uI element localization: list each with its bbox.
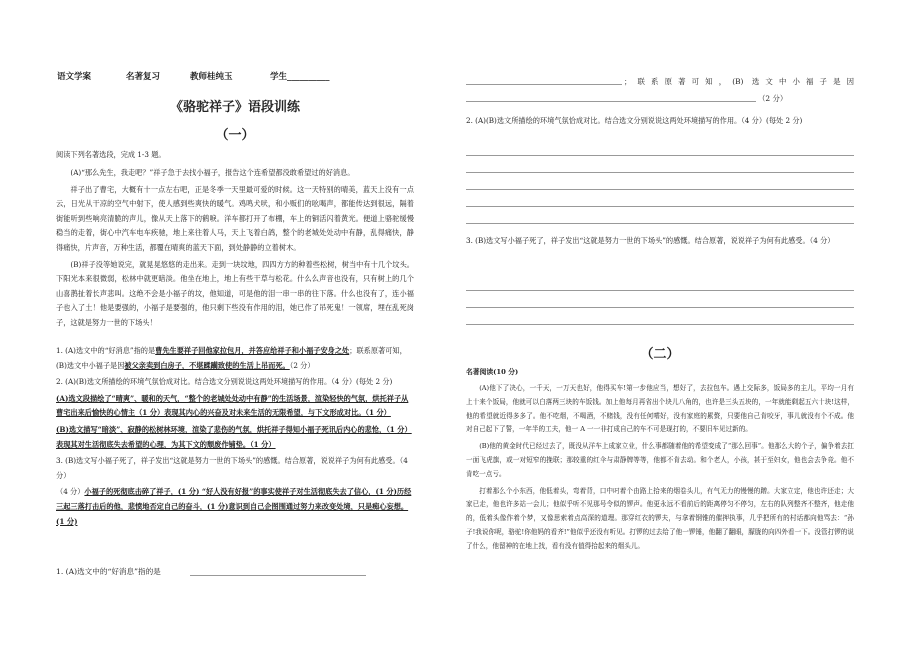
- q1-mid: ；联系原著可知，(B)选文中小福子是因: [56, 346, 407, 370]
- passage-a-body: 祥子出了曹宅，大概有十一点左右吧，正是冬季一天里最可爱的时候。这一天特别的晴美，蓝天上没有一点云，日光从干凉的空气中射下，使人感到些爽快的暖气。鸡鸣犬吠，和小贩们的吆喝声，都能传达到很远，隔着街能听到些响亮清脆的声儿，像从天上落下的鹤唳。洋车都打开了布棚，车上的铜活闪着黄光。便道上骆驼缓慢稳当的走着，街心中汽车电车疾驰，地上来往着人马，天上飞着白鸽，整个的老城处处动中有静，乱得痛快，静得痛快，片声音，万种生活，都覆在晴爽的蓝天下面，到处静静的立着树木。: [56, 184, 414, 252]
- r-q1-text: ；联系原著可知，(B) 选文中小福子是因: [624, 77, 854, 86]
- r-q1-blank-2[interactable]: [466, 101, 756, 102]
- q1-answer: 曹先生要祥子回他家拉包月，并答应给祥子和小福子安身之处: [155, 346, 350, 355]
- q1-score: （2 分）: [289, 360, 315, 370]
- question-3: 3. (B)选文写小福子死了，祥子发出“这就是努力一世的下场头”的感慨。结合原著，说说祥子为何有此感受。（4 分）: [56, 456, 408, 480]
- passage-b-body: (B)祥子没等她说完，就晃晃悠悠的走出来。走到一块坟地，四四方方的种着些松树，树当中有十几个坟头。下阳光本来很微弱，松林中就更暗淡。他坐在地上，地上有些干草与松花。什么么声音也没有，只有树上的几个山喜鹊扯着长声悲叫。这绝不会是小福子的坟，他知道，可是他的泪一串一串的往下落。什么也没有了，连小福子也入了土！他是要强的，小福子是要强的，他只剩下些没有作用的泪，她已作了吊死鬼！一领席，埋在乱死岗子，这就是努力一世的下场头！: [56, 259, 414, 327]
- passage-a-line: (A)“那么先生，我走吧？”祥子急于去找小福子，报告这个连希望都没敢希望过的好消息。: [70, 168, 355, 177]
- bottom-q1-answer-line[interactable]: [190, 575, 366, 576]
- r-q2-line-5[interactable]: [466, 223, 854, 224]
- q3-answer-text: 小福子的死彻底击碎了祥子，(1 分) “好人没有好报”的事实使祥子对生活彻底失去了信心，(1 分)历经三起三落打击后的他，悲愤地否定自己的奋斗，(1 分)意识到自己企图围通过努力来改变处境，只是痴心妄想。(1 分): [56, 487, 412, 526]
- header-teacher: 教师桂纯玉: [190, 72, 233, 82]
- intro-text: 阅读下列名著选段，完成 1-3 题。: [56, 150, 166, 159]
- question-2: 2. (A)(B)选文所描绘的环境气氛恰成对比。结合选文分别说说这两处环境描写的作用。（4 分）(每处 2 分): [56, 377, 393, 387]
- r-q1-blank-1[interactable]: [466, 84, 622, 85]
- r-q3-line-3[interactable]: [466, 324, 854, 325]
- section-one-heading: （一）: [215, 128, 255, 143]
- r-q2-line-2[interactable]: [466, 172, 854, 173]
- header-student: 学生__________: [270, 72, 330, 82]
- q3-answer-prefix: （4 分）: [56, 487, 85, 497]
- r-q3-line-1[interactable]: [466, 290, 854, 291]
- r-q1-score: （2 分）: [758, 94, 788, 103]
- section-two-heading: （二）: [640, 347, 680, 362]
- question-1: [56, 344, 414, 373]
- q1-prefix: 1. (A)选文中的“好消息”指的是: [56, 346, 156, 355]
- q3-answer: [56, 485, 414, 529]
- reading-2-passage-c: 打着那么个小东西，他低着头，弯着背，口中叼着个由路上拾来的烟卷头儿，有气无力的慢慢的蹭。大家立定，他也许还走；大家已走，他也许多站一会儿；他似乎听不见那号令似的锣声。他更永远不看前后的距离停匀不停匀，左右的队列整齐不整齐，他走他的，低着头像作着个梦，又像思索着点高深的道理。那穿红衣的锣夫，与拿着钢锥的催押执事，几乎把所有的村话都向他骂去：“孙子!我说你呢，骆驼!你他妈的看齐!”他似乎还没有听见。打锣的过去给了他一锣锤，他翻了翻眼，朦胧的向四外看一下。没管打锣的说了什么，他留神的在地上找，看有没有值得拾起来的烟头儿。: [466, 486, 854, 550]
- r-q2-line-4[interactable]: [466, 206, 854, 207]
- reading-2-passage-b: (B)他的黄金时代已经过去了，既没从洋车上成家立业，什么事都随着他的希望变成了“那么回事”。他那么大的个子，偏争着去扛一面飞虎旗，或一对短窄的挽联；那较重的红伞与肃静牌等等，他都不肯去动。和个老人，小孩，甚于至妇女，他也会去争竞。他不肯吃一点亏。: [466, 442, 854, 478]
- q1-answer-2: 被父亲卖到白房子，不堪蹂躏致使的生活上吊而死。: [124, 360, 290, 370]
- q2-answer-a: (A)选文段描绘了“晴爽”、暖和的天气，“整个的老城处处动中有静”的生活场景，渲染轻快的气氛，烘托祥子从曹宅出来后愉快的心情主（1 分）表现其内心的兴奋及对未来生活的无限希望，与下文形成对比。（1 分）: [56, 393, 409, 418]
- document-title: 《骆驼祥子》语段训练: [169, 100, 300, 115]
- header-topic: 名著复习: [126, 72, 161, 82]
- r-q2-line-3[interactable]: [466, 189, 854, 190]
- r-q3-line-2[interactable]: [466, 307, 854, 308]
- r-question-3: 3. (B)选文写小福子死了，祥子发出“这就是努力一世的下场头”的感慨。结合原著，说说祥子为何有此感受。（4 分）: [466, 236, 835, 245]
- q2-answer-b: (B)选文描写“暗淡”、寂静的松树林环境，渲染了悲伤的气氛，烘托祥子得知小福子死讯后内心的悲怆，（1 分）表现其对生活彻底失去希望的心理，为其下文的颓废作铺垫。（1 分）: [56, 424, 412, 449]
- r-question-2: 2. (A)(B)选文所描绘的环境气氛恰成对比。结合选文分别说说这两处环境描写的作用。（4 分）(每处 2 分): [466, 116, 803, 125]
- header-subject: 语文学案: [57, 72, 92, 82]
- reading-2-passage-a: (A)他下了决心，一千天，一万天也好，他得买车!第一步他应当，想好了，去拉包车。遇上交际多，饭局多的主儿，平均一月有上十来个饭局，他就可以白落两三块的车饭钱。加上他每月再省出个块儿八角的，也许是三头五块的，一年就能剩起五六十块!这样，他的希望就近得多多了。他不吃烟，不喝酒，不赌钱，没有任何嗜好，没有家庭的累赘，只要他自己肯咬牙，事儿就没有个不成。他对自己起下了誓，一年半的工夫，他一 A 一一非打成自己的车不可是现打的，不要旧车见过新的。: [466, 384, 854, 434]
- reading-2-title: 名著阅读(10 分): [466, 368, 519, 376]
- r-q2-line-1[interactable]: [466, 155, 854, 156]
- bottom-question-1: 1. (A)选文中的“好消息”指的是: [56, 567, 161, 576]
